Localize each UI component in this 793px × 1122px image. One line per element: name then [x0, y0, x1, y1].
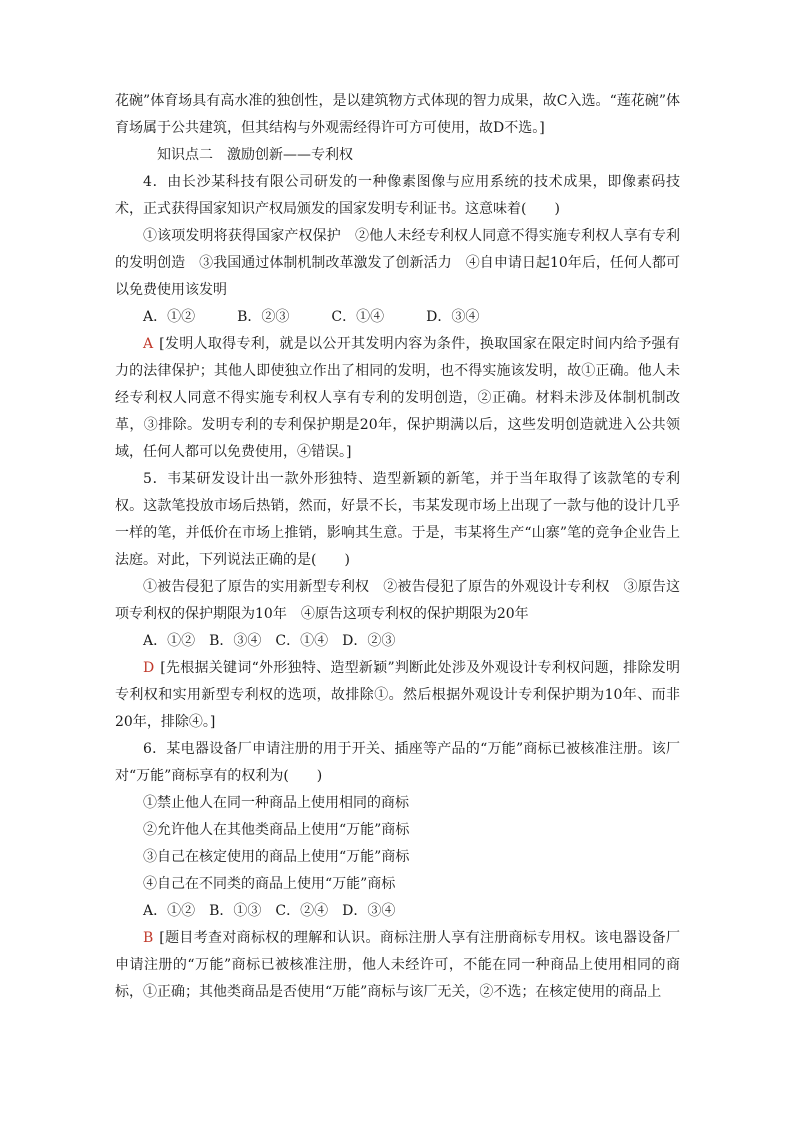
answer-key: B	[143, 930, 154, 946]
question-6-statement-2: ②允许他人在其他类商品上使用“万能”商标	[143, 822, 410, 838]
question-5-options: A．①② B．③④ C．①④ D．②③	[143, 633, 396, 649]
question-4-options: A．①② B．②③ C．①④ D．③④	[143, 309, 480, 325]
document-body	[115, 88, 680, 1006]
question-6-statement-3: ③自己在核定使用的商品上使用“万能”商标	[143, 849, 410, 865]
answer-explanation: [先根据关键词“外形独特、造型新颖”判断此处涉及外观设计专利权问题，排除发明专利权和实用新型专利权的选项，故排除①。然后根据外观设计专利保护期为10年、而非20年，排除④。]	[115, 660, 680, 730]
question-5-answer	[115, 655, 680, 736]
question-6-options: A．①② B．①③ C．②④ D．③④	[143, 903, 396, 919]
question-6-statement-1: ①禁止他人在同一种商品上使用相同的商标	[143, 795, 409, 811]
question-4-answer	[115, 331, 680, 466]
answer-explanation: [发明人取得专利，就是以公开其发明内容为条件，换取国家在限定时间内给予强有力的法律保护；其他人即使独立作出了相同的发明，也不得实施该发明，故①正确。他人未经专利权人同意不得实施专利权人享有专利的发明创造，②正确。材料未涉及体制机制改革，③排除。发明专利的专利保护期是20年，保护期满以后，这些发明创造就进入公共领域，任何人都可以免费使用，④错误。]	[115, 336, 680, 460]
question-4-stem: 4．由长沙某科技有限公司研发的一种像素图像与应用系统的技术成果，即像素码技术，正式获得国家知识产权局颁发的国家发明专利证书。这意味着( )	[115, 174, 680, 217]
question-5-stem: 5．韦某研发设计出一款外形独特、造型新颖的新笔，并于当年取得了该款笔的专利权。这款笔投放市场后热销，然而，好景不长，韦某发现市场上出现了一款与他的设计几乎一样的笔，并低价在市场上推销，影响其生意。于是，韦某将生产“山寨”笔的竞争企业告上法庭。对此，下列说法正确的是( )	[115, 471, 680, 568]
carryover-paragraph: 花碗”体育场具有高水准的独创性，是以建筑物方式体现的智力成果，故C入选。“莲花碗”体育场属于公共建筑，但其结构与外观需经得许可方可使用，故D不选。]	[115, 93, 680, 136]
question-6-answer	[115, 925, 680, 1006]
question-6-stem: 6．某电器设备厂申请注册的用于开关、插座等产品的“万能”商标已被核准注册。该厂对“万能”商标享有的权利为( )	[115, 741, 680, 784]
question-6-statement-4: ④自己在不同类的商品上使用“万能”商标	[143, 876, 396, 892]
answer-key: A	[143, 336, 154, 352]
question-4-statements: ①该项发明将获得国家产权保护 ②他人未经专利权人同意不得实施专利权人享有专利的发明创造 ③我国通过体制机制改革激发了创新活力 ④自申请日起10年后，任何人都可以免费使用该发明	[115, 228, 680, 298]
section-heading: 知识点二 激励创新——专利权	[157, 147, 353, 163]
answer-explanation: [题目考查对商标权的理解和认识。商标注册人享有注册商标专用权。该电器设备厂申请注册的“万能”商标已被核准注册，他人未经许可，不能在同一种商品上使用相同的商标，①正确；其他类商品是否使用“万能”商标与该厂无关，②不选；在核定使用的商品上	[115, 930, 680, 1000]
answer-key: D	[143, 660, 155, 676]
question-5-statements: ①被告侵犯了原告的实用新型专利权 ②被告侵犯了原告的外观设计专利权 ③原告这项专利权的保护期限为10年 ④原告这项专利权的保护期限为20年	[115, 579, 680, 622]
